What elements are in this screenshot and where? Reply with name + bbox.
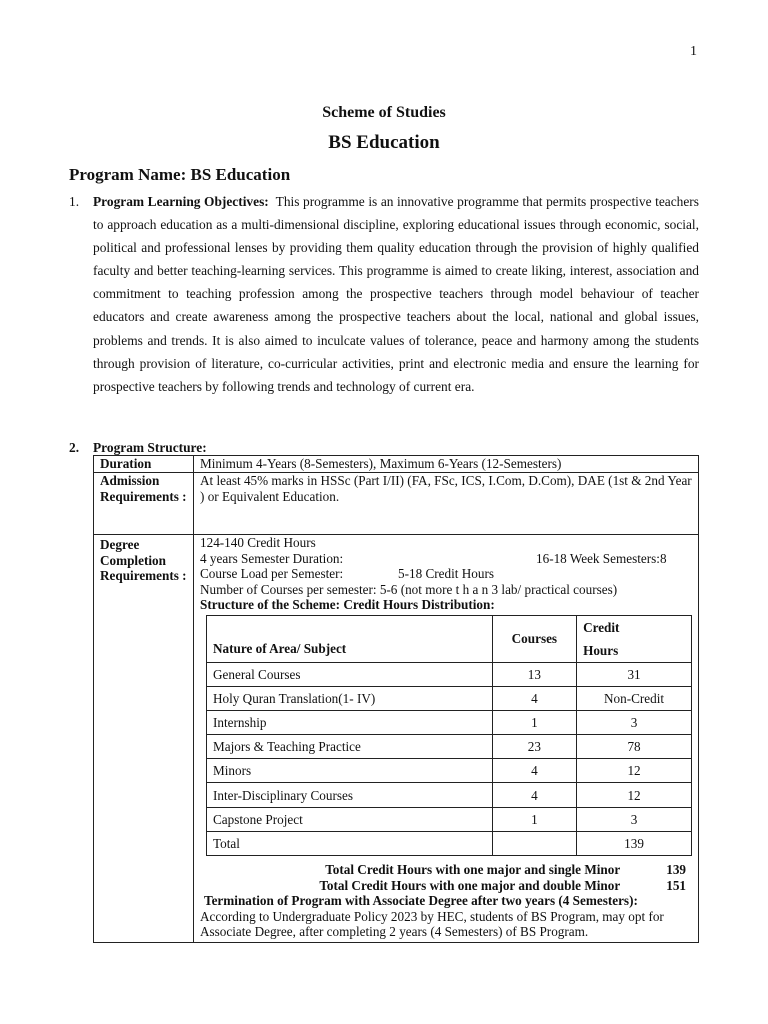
table-row: Minors 4 12 [207, 759, 692, 783]
semester-duration-line [200, 551, 692, 567]
program-structure-heading [69, 440, 207, 456]
section-number: 1. [69, 194, 80, 209]
credit-hours: 124-140 Credit Hours [200, 535, 316, 550]
course-load-line [200, 566, 692, 582]
semester-duration-value: 16-18 Week Semesters:8 [536, 550, 667, 566]
table-row: General Courses 13 31 [207, 662, 692, 686]
structure-title: Structure of the Scheme: Credit Hours Distribution: [200, 597, 495, 612]
program-structure-title: Program Structure: [93, 440, 207, 455]
course-load-value: 5-18 Credit Hours [398, 566, 494, 581]
table-row: Capstone Project 1 3 [207, 807, 692, 831]
course-load-label: Course Load per Semester: [200, 566, 344, 581]
program-structure-table [93, 455, 699, 943]
header-subject: Nature of Area/ Subject [207, 615, 493, 662]
total-double-minor-line [200, 878, 686, 894]
total-single-minor-label: Total Credit Hours with one major and single Minor [325, 862, 621, 877]
table-row [94, 535, 699, 943]
learning-objectives-title: Program Learning Objectives: [93, 194, 269, 209]
semester-duration-label: 4 years Semester Duration: [200, 550, 344, 566]
admission-label: Admission Requirements : [94, 473, 194, 535]
program-name: Program Name: BS Education [69, 165, 291, 184]
termination-text: According to Undergraduate Policy 2023 by HEC, students of BS Program, may opt for Associate Degree, after completing 2 years (4 Semesters) of BS Program. [200, 908, 664, 939]
learning-objectives-text: This programme is an innovative programme that permits prospective teachers to approach education as a multi-dimensional discipline, exploring educational issues through economic, social, political and professional lenses by providing them quality education through the provision of highly qualified faculty and better teaching-learning services. This programme is aimed to create liking, interest, association and commitment to teaching profession among the prospective teachers through model behaviour of teacher educators and create awareness among the prospective teachers about the local, national and global issues, problems and trends. It is also aimed to inculcate values of tolerance, peace and harmony among the students through provision of literature, co-curricular activities, print and electronic media and ensure the learning for prospective teachers by following trends and technology of current era. [93, 194, 699, 394]
section-number: 2. [69, 440, 80, 455]
total-double-minor-value: 151 [666, 877, 686, 893]
admission-value: At least 45% marks in HSSc (Part I/II) (FA, FSc, ICS, I.Com, D.Com), DAE (1st & 2nd Year ) or Equivalent Education. [194, 473, 699, 535]
degree-completion-cell [194, 535, 699, 943]
page-number: 1 [690, 44, 697, 59]
duration-value: Minimum 4-Years (8-Semesters), Maximum 6-Years (12-Semesters) [194, 456, 699, 473]
duration-label: Duration [94, 456, 194, 473]
table-header-row [207, 615, 692, 662]
learning-objectives-paragraph [93, 190, 699, 398]
credit-distribution-table [206, 615, 692, 857]
header-courses: Courses [492, 615, 576, 662]
table-row: Holy Quran Translation(1- IV) 4 Non-Credit [207, 686, 692, 710]
degree-completion-label: Degree Completion Requirements : [94, 535, 194, 943]
total-double-minor-label: Total Credit Hours with one major and double Minor [319, 877, 621, 893]
table-row: Internship 1 3 [207, 710, 692, 734]
total-single-minor-value: 139 [666, 862, 686, 877]
document-heading: Scheme of Studies [322, 104, 446, 121]
termination-title: Termination of Program with Associate Degree after two years (4 Semesters): [204, 893, 638, 908]
table-row [94, 473, 699, 535]
table-row: Inter-Disciplinary Courses 4 12 [207, 783, 692, 807]
learning-objectives-section [69, 190, 699, 398]
table-row: Majors & Teaching Practice 23 78 [207, 735, 692, 759]
table-row: Total 139 [207, 831, 692, 855]
header-credit-hours: Credit Hours [577, 615, 692, 662]
document-subheading: BS Education [328, 132, 440, 153]
total-single-minor-line [200, 862, 686, 878]
table-row [94, 456, 699, 473]
courses-per-semester: Number of Courses per semester: 5-6 (not more t h a n 3 lab/ practical courses) [200, 581, 618, 597]
